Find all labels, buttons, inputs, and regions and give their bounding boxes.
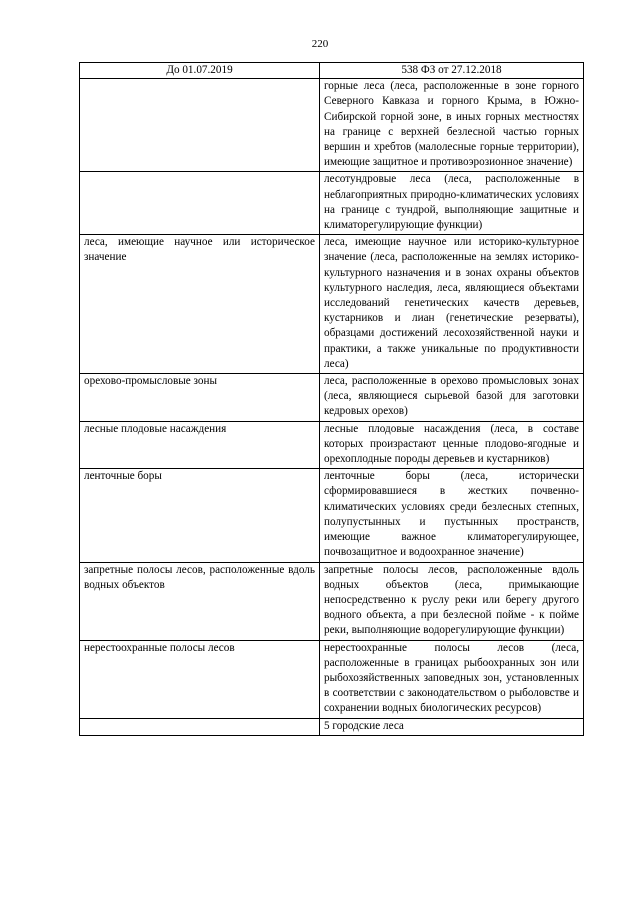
table-row	[80, 172, 584, 235]
table-row	[80, 374, 584, 422]
table-row	[80, 79, 584, 172]
new-text-cell: нерестоохранные полосы лесов (леса, расположенные в границах рыбоохранных зон или рыбохозяйственных заповедных зон, установленных в соответствии с законодательством о рыболовстве и сохранении водных биологических ресурсов)	[320, 640, 584, 718]
table-row	[80, 640, 584, 718]
header-new-law: 538 ФЗ от 27.12.2018	[320, 63, 584, 79]
table-row	[80, 562, 584, 640]
old-text-cell	[80, 718, 320, 735]
old-text-cell	[80, 79, 320, 172]
table-row	[80, 469, 584, 562]
table-header-row	[80, 63, 584, 79]
new-text-cell: лесотундровые леса (леса, расположенные в неблагоприятных природно-климатических условиях на границе с тундрой, выполняющие защитные и климаторегулирующие функции)	[320, 172, 584, 235]
new-text-cell: 5 городские леса	[320, 718, 584, 735]
table-row	[80, 421, 584, 469]
page-number: 220	[311, 38, 329, 50]
new-text-cell: лесные плодовые насаждения (леса, в составе которых произрастают ценные плодово-ягодные и орехоплодные породы деревьев и кустарников)	[320, 421, 584, 469]
comparison-table	[79, 62, 584, 736]
new-text-cell: запретные полосы лесов, расположенные вдоль водных объектов (леса, примыкающие непосредственно к руслу реки или берегу другого водного объекта, а при безлесной пойме - к пойме реки, выполняющие водорегулирующие функции)	[320, 562, 584, 640]
old-text-cell: орехово-промысловые зоны	[80, 374, 320, 422]
old-text-cell: нерестоохранные полосы лесов	[80, 640, 320, 718]
table-row	[80, 235, 584, 374]
new-text-cell: горные леса (леса, расположенные в зоне горного Северного Кавказа и горного Крыма, в Южно-Сибирской горной зоне, в иных горных местностях на границе с верхней безлесной частью горных вершин и хребтов (малолесные горные территории), имеющие защитное и противоэрозионное значение)	[320, 79, 584, 172]
old-text-cell: лесные плодовые насаждения	[80, 421, 320, 469]
old-text-cell: леса, имеющие научное или историческое значение	[80, 235, 320, 374]
table-row	[80, 718, 584, 735]
header-old-law: До 01.07.2019	[80, 63, 320, 79]
old-text-cell	[80, 172, 320, 235]
new-text-cell: леса, имеющие научное или историко-культурное значение (леса, расположенные на землях историко-культурного назначения и в зонах охраны объектов культурного наследия, леса, являющиеся объектами исследований генетических качеств деревьев, кустарников и лиан (генетические резерваты), образцами достижений лесохозяйственной науки и практики, а также уникальные по продуктивности леса)	[320, 235, 584, 374]
old-text-cell: запретные полосы лесов, расположенные вдоль водных объектов	[80, 562, 320, 640]
new-text-cell: леса, расположенные в орехово промысловых зонах (леса, являющиеся сырьевой базой для заготовки кедровых орехов)	[320, 374, 584, 422]
old-text-cell: ленточные боры	[80, 469, 320, 562]
new-text-cell: ленточные боры (леса, исторически сформировавшиеся в жестких почвенно-климатических условиях среди безлесных степных, полупустынных и пустынных пространств, имеющие важное климаторегулирующее, почвозащитное и водоохранное значение)	[320, 469, 584, 562]
